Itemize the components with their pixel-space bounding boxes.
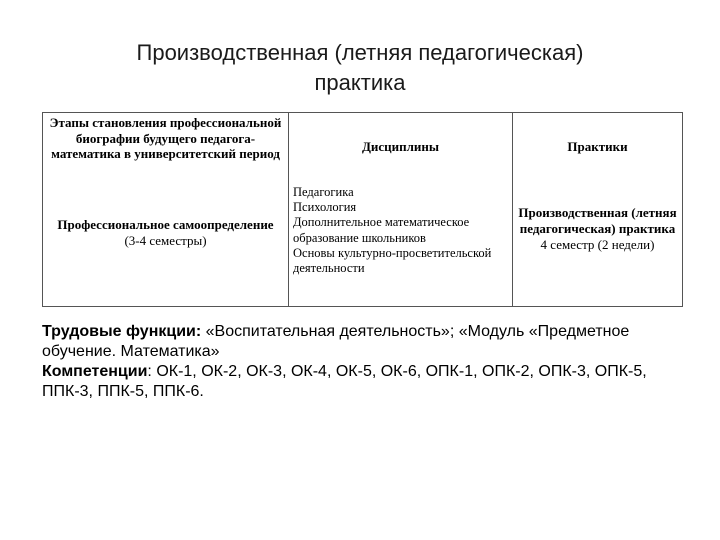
labor-functions-label: Трудовые функции: <box>42 323 202 340</box>
page-title-line-1: Производственная (летняя педагогическая) <box>136 40 584 65</box>
discipline-item: Психология <box>293 200 357 215</box>
stage-semesters: (3-4 семестры) <box>124 233 207 248</box>
practices-column <box>513 113 682 306</box>
page-title <box>20 38 700 98</box>
competences-value: : ОК-1, ОК-2, ОК-3, ОК-4, ОК-5, ОК-6, ОПК-1, ОПК-2, ОПК-3, ОПК-5, ППК-3, ППК-5, ППК-6. <box>42 363 647 400</box>
discipline-item: Основы культурно-просветительской деятельности <box>293 245 492 276</box>
labor-functions-value: «Воспитательная деятельность»; «Модуль «Предметное обучение. Математика» <box>42 323 630 360</box>
practice-semester: 4 семестр (2 недели) <box>540 237 655 252</box>
discipline-item: Дополнительное математическое образование школьников <box>293 215 470 245</box>
competences-label: Компетенции <box>42 363 148 380</box>
info-block <box>42 322 692 402</box>
stage-cell <box>43 217 288 249</box>
disciplines-header: Дисциплины <box>361 139 440 154</box>
stages-header: Этапы становления профессиональной биографии будущего педагога-математика в университетский период <box>49 115 282 161</box>
disciplines-column <box>289 113 513 306</box>
competences <box>42 362 692 402</box>
page-title-line-2: практика <box>314 70 406 95</box>
practice-name: Производственная (летняя педагогическая) практика <box>518 205 677 236</box>
stage-name: Профессиональное самоопределение <box>57 217 274 232</box>
discipline-item: Педагогика <box>293 185 354 199</box>
practice-cell <box>513 205 682 253</box>
curriculum-table <box>42 112 683 307</box>
practices-header: Практики <box>567 139 628 154</box>
labor-functions <box>42 322 692 362</box>
stages-column <box>43 113 289 306</box>
disciplines-list <box>293 185 510 276</box>
